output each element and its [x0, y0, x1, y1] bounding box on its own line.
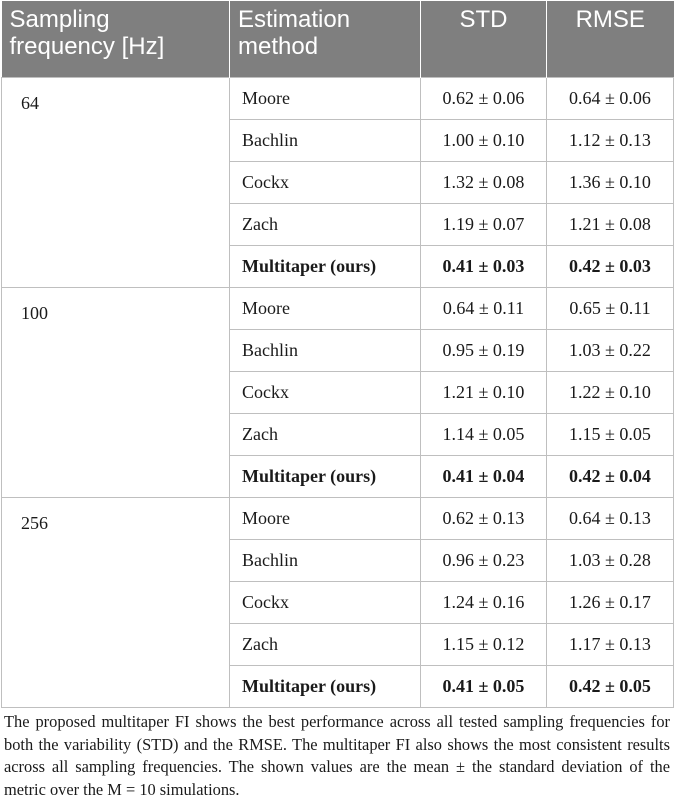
- rmse-cell: 1.03 ± 0.22: [547, 329, 674, 371]
- header-rmse: RMSE: [547, 1, 674, 77]
- method-cell: Cockx: [230, 161, 421, 203]
- rmse-cell: 1.21 ± 0.08: [547, 203, 674, 245]
- std-cell: 1.24 ± 0.16: [421, 581, 547, 623]
- rmse-cell: 0.42 ± 0.03: [547, 245, 674, 287]
- method-cell: Bachlin: [230, 539, 421, 581]
- std-cell: 0.96 ± 0.23: [421, 539, 547, 581]
- header-std: STD: [421, 1, 547, 77]
- sampling-frequency-cell: 64: [2, 77, 230, 287]
- method-cell: Moore: [230, 77, 421, 119]
- method-cell: Bachlin: [230, 119, 421, 161]
- header-sampling-frequency: Sampling frequency [Hz]: [2, 1, 230, 77]
- method-cell: Multitaper (ours): [230, 245, 421, 287]
- sampling-frequency-cell: 256: [2, 497, 230, 707]
- std-cell: 1.21 ± 0.10: [421, 371, 547, 413]
- method-cell: Multitaper (ours): [230, 455, 421, 497]
- table-caption: The proposed multitaper FI shows the best performance across all tested sampling frequencies for both the variability (STD) and the RMSE. The multitaper FI also shows the most consistent results across all sampling frequencies. The shown values are the mean ± the standard deviation of the metric over the M = 10 simulations.: [4, 712, 670, 799]
- rmse-cell: 1.17 ± 0.13: [547, 623, 674, 665]
- rmse-cell: 1.15 ± 0.05: [547, 413, 674, 455]
- std-cell: 0.62 ± 0.06: [421, 77, 547, 119]
- header-row: [2, 1, 674, 77]
- rmse-cell: 1.36 ± 0.10: [547, 161, 674, 203]
- std-cell: 0.64 ± 0.11: [421, 287, 547, 329]
- table-row: [2, 497, 674, 539]
- rmse-cell: 0.64 ± 0.06: [547, 77, 674, 119]
- table-row: [2, 287, 674, 329]
- method-cell: Multitaper (ours): [230, 665, 421, 707]
- std-cell: 0.41 ± 0.05: [421, 665, 547, 707]
- sampling-frequency-cell: 100: [2, 287, 230, 497]
- std-cell: 0.41 ± 0.04: [421, 455, 547, 497]
- rmse-cell: 1.26 ± 0.17: [547, 581, 674, 623]
- method-cell: Zach: [230, 413, 421, 455]
- std-cell: 1.15 ± 0.12: [421, 623, 547, 665]
- std-cell: 0.41 ± 0.03: [421, 245, 547, 287]
- method-cell: Zach: [230, 623, 421, 665]
- table-row: [2, 77, 674, 119]
- method-cell: Moore: [230, 497, 421, 539]
- method-cell: Cockx: [230, 581, 421, 623]
- method-cell: Moore: [230, 287, 421, 329]
- std-cell: 1.14 ± 0.05: [421, 413, 547, 455]
- method-cell: Bachlin: [230, 329, 421, 371]
- method-cell: Cockx: [230, 371, 421, 413]
- rmse-cell: 0.42 ± 0.05: [547, 665, 674, 707]
- rmse-cell: 0.64 ± 0.13: [547, 497, 674, 539]
- rmse-cell: 1.12 ± 0.13: [547, 119, 674, 161]
- std-cell: 0.95 ± 0.19: [421, 329, 547, 371]
- header-estimation-method: Estimation method: [230, 1, 421, 77]
- rmse-cell: 0.42 ± 0.04: [547, 455, 674, 497]
- results-table: [1, 1, 674, 708]
- std-cell: 1.32 ± 0.08: [421, 161, 547, 203]
- std-cell: 1.00 ± 0.10: [421, 119, 547, 161]
- rmse-cell: 0.65 ± 0.11: [547, 287, 674, 329]
- rmse-cell: 1.22 ± 0.10: [547, 371, 674, 413]
- method-cell: Zach: [230, 203, 421, 245]
- std-cell: 1.19 ± 0.07: [421, 203, 547, 245]
- table-body: [2, 77, 674, 707]
- std-cell: 0.62 ± 0.13: [421, 497, 547, 539]
- rmse-cell: 1.03 ± 0.28: [547, 539, 674, 581]
